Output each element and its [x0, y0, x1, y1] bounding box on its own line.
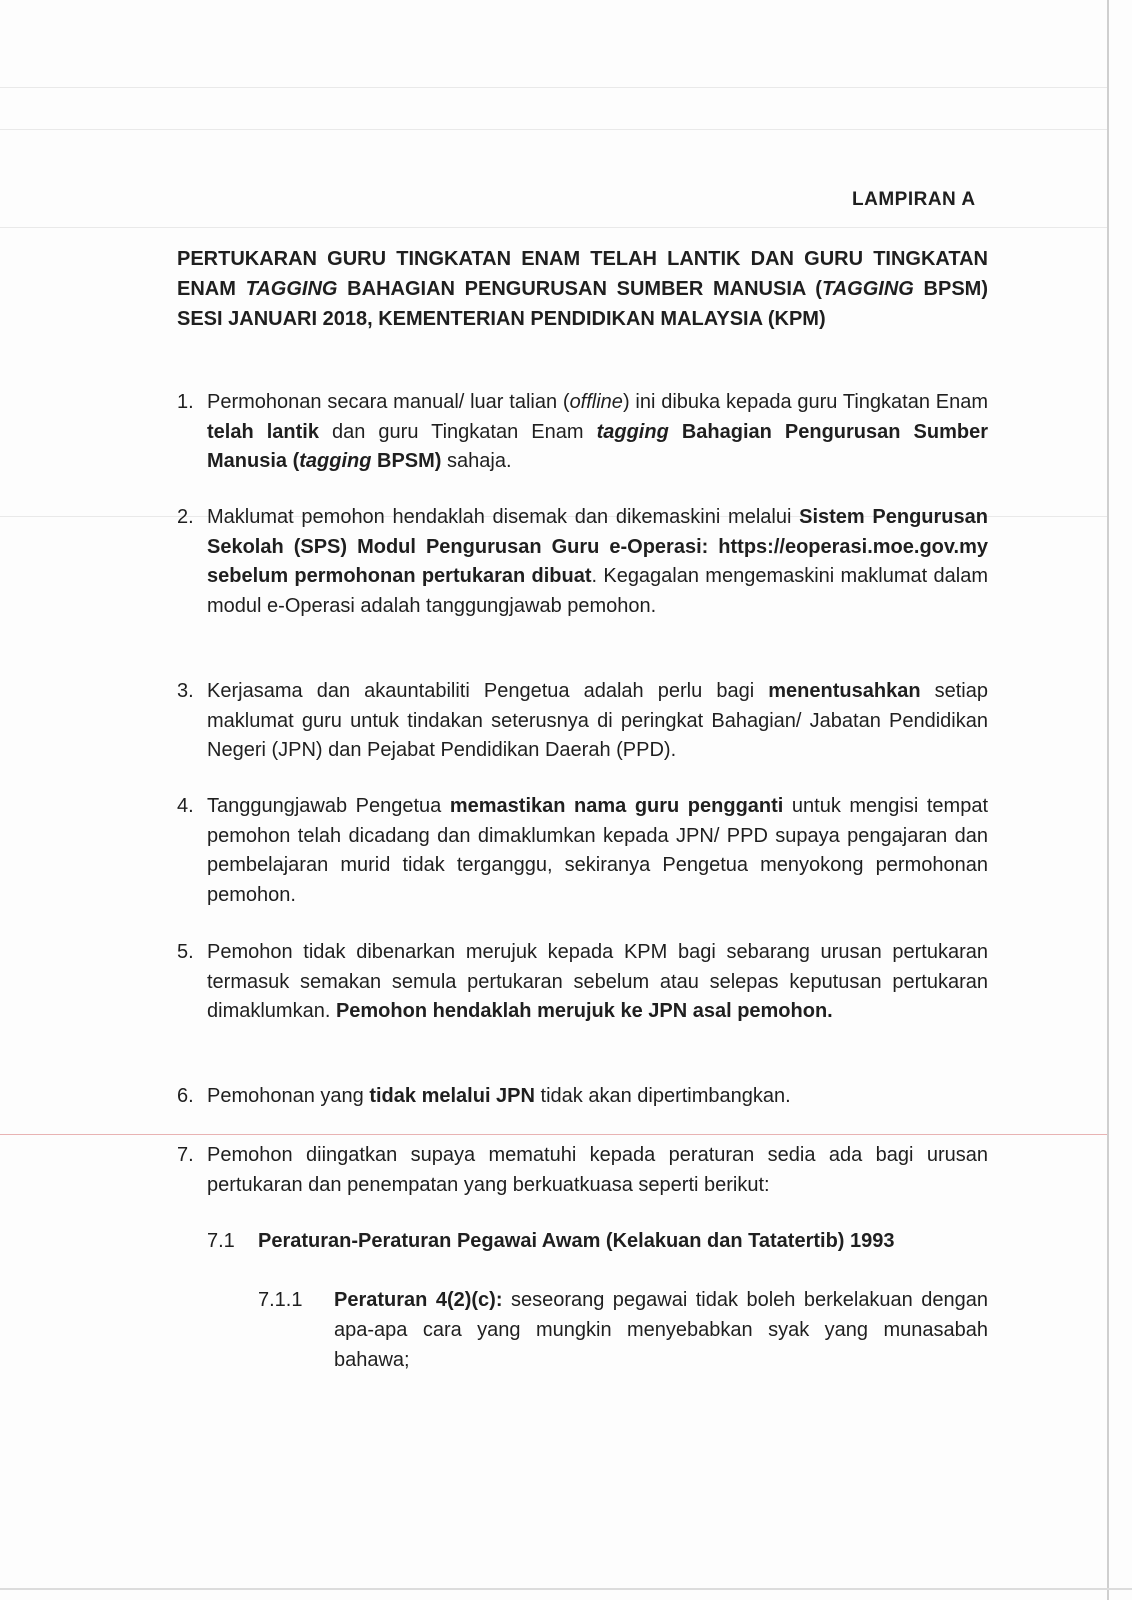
title-text: BAHAGIAN PENGURUSAN SUMBER MANUSIA (: [337, 278, 822, 300]
item-text: Kerjasama dan akauntabiliti Pengetua adalah perlu bagi: [207, 680, 769, 702]
title-text: BPSM) SESI JANUARI 2018, KEMENTERIAN PENDIDIKAN MALAYSIA (KPM): [177, 278, 989, 330]
item-number: 7.: [177, 1144, 194, 1166]
item-number: 2.: [177, 506, 194, 528]
sub-item-7-1-1: [258, 1285, 988, 1375]
sub-item-text: seseorang pegawai tidak boleh berkelakuan dengan apa-apa cara yang mungkin menyebabkan syak yang munasabah bahawa;: [334, 1289, 988, 1371]
item-bold: telah lantik: [207, 420, 319, 443]
item-text: Pemohon tidak dibenarkan merujuk kepada KPM bagi sebarang urusan pertukaran termasuk semakan semula pertukaran sebelum atau selepas keputusan pertukaran dimaklumkan.: [207, 941, 988, 1023]
item-body: [207, 677, 988, 766]
list-item: [177, 1141, 988, 1200]
item-body: [207, 388, 988, 477]
item-text: setiap maklumat guru untuk tindakan seterusnya di peringkat Bahagian/ Jabatan Pendidikan Negeri (JPN) dan Pejabat Pendidikan Daerah (PPD).: [207, 680, 988, 762]
sub-item-7-1: [207, 1226, 988, 1256]
item-bold: Pemohon hendaklah merujuk ke JPN asal pemohon.: [335, 1000, 833, 1023]
sub-item-bold: Peraturan 4(2)(c):: [334, 1289, 503, 1311]
item-bold: BPSM): [371, 450, 442, 473]
item-bold: Bahagian Pengurusan Sumber Manusia (: [207, 420, 988, 473]
item-body: [207, 792, 988, 910]
item-text: ) ini dibuka kepada guru Tingkatan Enam: [622, 391, 988, 413]
list-item: [177, 1082, 988, 1112]
lampiran-label: LAMPIRAN A: [852, 189, 976, 210]
item-bold: menentusahkan: [768, 680, 921, 702]
item-bold-italic: tagging: [596, 420, 669, 443]
page-edge-right: [1107, 0, 1109, 1600]
item-text: Maklumat pemohon hendaklah disemak dan dikemaskini melalui: [207, 506, 800, 528]
title-italic: TAGGING: [245, 278, 338, 300]
item-bold: Sistem Pengurusan Sekolah (SPS) Modul Pengurusan Guru e-Operasi: https://eoperasi.moe.gov.my sebelum permohonan pertukaran dibuat: [207, 506, 988, 588]
item-bold: memastikan nama guru pengganti: [449, 795, 784, 817]
item-number: 4.: [177, 795, 194, 817]
scan-line-red: [0, 1134, 1107, 1135]
sub-item-title: Peraturan-Peraturan Pegawai Awam (Kelakuan dan Tatatertib) 1993: [258, 1230, 895, 1252]
list-item: [177, 388, 988, 477]
scan-line: [0, 129, 1107, 130]
scan-line: [0, 227, 1107, 228]
item-body: [207, 1082, 988, 1112]
item-number: 1.: [177, 391, 194, 413]
item-bold-italic: tagging: [299, 450, 372, 473]
item-body: [207, 938, 988, 1027]
sub-item-number: 7.1.1: [258, 1289, 303, 1311]
list-item: [177, 792, 988, 910]
item-text: Pemohonan yang: [207, 1085, 370, 1107]
list-item: [177, 503, 988, 621]
item-number: 3.: [177, 680, 194, 702]
item-text: untuk mengisi tempat pemohon telah dicadang dan dimaklumkan kepada JPN/ PPD supaya pengajaran dan pembelajaran murid tidak terganggu, sekiranya Pengetua menyokong permohonan pemohon.: [207, 795, 988, 906]
item-text: Pemohon diingatkan supaya mematuhi kepada peraturan sedia ada bagi urusan pertukaran dan penempatan yang berkuatkuasa seperti berikut:: [207, 1144, 988, 1196]
title-italic: TAGGING: [821, 278, 914, 300]
list-item: [177, 938, 988, 1027]
list-item: [177, 677, 988, 766]
scan-line: [0, 87, 1107, 88]
item-text: dan guru Tingkatan Enam: [318, 420, 597, 443]
item-number: 6.: [177, 1085, 194, 1107]
item-bold: tidak melalui JPN: [369, 1085, 535, 1107]
item-text: sahaja.: [441, 450, 512, 473]
title-text: PERTUKARAN GURU TINGKATAN ENAM TELAH LANTIK DAN GURU TINGKATAN ENAM: [177, 248, 988, 300]
item-number: 5.: [177, 941, 194, 963]
item-text: tidak akan dipertimbangkan.: [534, 1085, 791, 1107]
item-italic: offline: [569, 391, 623, 413]
sub-item-number: 7.1: [207, 1230, 235, 1252]
item-text: Permohonan secara manual/ luar talian (: [207, 391, 570, 413]
document-title: [177, 244, 988, 334]
item-body: [207, 1141, 988, 1200]
item-body: [207, 503, 988, 621]
item-text: . Kegagalan mengemaskini maklumat dalam modul e-Operasi adalah tanggungjawab pemohon.: [207, 565, 988, 617]
page-edge-bottom: [0, 1588, 1132, 1590]
sub-item-body: [334, 1285, 988, 1375]
item-text: Tanggungjawab Pengetua: [207, 795, 450, 817]
